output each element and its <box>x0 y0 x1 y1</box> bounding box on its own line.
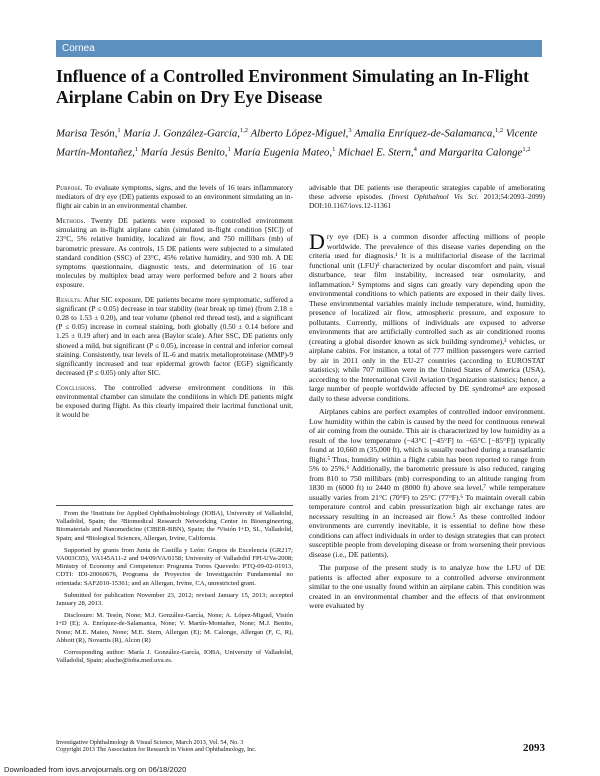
download-note: Downloaded from iovs.arvojournals.org on 06/18/2020 <box>4 765 187 774</box>
body-paragraph-1 <box>309 229 545 403</box>
footnotes <box>56 510 293 669</box>
footnote-submitted: Submitted for publication November 23, 2012; revised January 15, 2013; accepted January 28, 2013. <box>56 591 293 608</box>
abstract-conclusions <box>56 383 293 419</box>
author-affiliation-marker: 4 <box>413 145 417 153</box>
abstract-methods-heading: Methods. <box>56 216 86 226</box>
author-list <box>56 123 546 160</box>
author-name: and Margarita Calonge <box>419 146 523 159</box>
footnote-disclosure: Disclosure: M. Tesón, None; M.J. González-García, None; A. López-Miguel, Visión I+D (E); A. Enríquez-de-Salamanca, None; V. Martín-Montañez, None; M.J. Benito, None; M.E. Mateo, None; M.E. Stern, Allergan (E); M. Calonge, Allergan (F, C, R), Abbott (R), Novartis (R), Alcon (R) <box>56 612 293 644</box>
author-affiliation-marker: 1,2 <box>239 127 249 134</box>
abstract-continuation <box>309 183 545 210</box>
journal-issue-line: Investigative Ophthalmology & Visual Science, March 2013, Vol. 54, No. 3 <box>56 739 244 746</box>
footnote-affiliations: From the ¹Institute for Applied Ophthalmobiology (IOBA), University of Valladolid, Valladolid, Spain; the ²Biomedical Research Networking Center in Bioengineering, Biomaterials and Nanomedicine (CIBER-BBN), Spain; the ³Visión I+D, SL, Valladolid, Spain; and ⁴Biological Sciences, Allergan, Irvine, California. <box>56 510 293 542</box>
abstract-results-text: After SIC exposure, DE patients became more symptomatic, suffered a significant (P ≤ 0.05) decrease in tear stability (tear break up time) (from 2.18 ± 0.28 to 1.53 ± 0.20), and tear volume (phenol red thread test), and a significant (P ≤ 0.05) increase in corneal staining, both globally (0.50 ± 0.14 before and 1.25 ± 0.19 after) and in each area (Baylor scale). After SSC, DE patients only showed a mild, but significant (P ≤ 0.05), increase in central and inferior corneal staining. Consistently, tear levels of IL-6 and matrix metalloproteinase (MMP)-9 significantly increased and tear epidermal growth factor (EGF) significantly decreased (P ≤ 0.05) only after SIC. <box>56 295 293 377</box>
author-name: Michael E. Stern, <box>338 146 414 159</box>
body-paragraph-1-text: ry eye (DE) is a common disorder affecting millions of people worldwide. The prevalence of this disease varies depending on the criteria used for diagnosis.¹ It is a multifactorial disease of the lacrimal functional unit (LFU)² characterized by ocular discomfort and pain, visual disturbance, tear film instability, increased tear osmolarity, and inflammation.² Symptoms and signs can greatly vary depending upon the environmental conditions to which patients are exposed in their daily lives. These environmental variables mainly include temperature, wind, humidity, presence of localized air flow, atmospheric pressure, and exposure to pollutants. Currently, millions of individuals are exposed to adverse environments that are artificially controlled such as air conditioned rooms (creating a global disorder known as sick building syndrome),³ vehicles, or airplane cabins. For instance, a total of 777 million passengers were carried by air in 2011 only in the EU-27 countries (according to EUROSTAT statistics); while 707 million were in the United States of America (USA), according to the International Civil Aviation Organization statistics; hence, a large number of people worldwide affected by DE syndrome⁴ are exposed daily to these adverse conditions. <box>309 232 545 403</box>
author-affiliation-marker: 3 <box>348 127 352 134</box>
abstract-conclusions-text: The controlled adverse environment conditions in this environmental chamber can simulate the conditions in which DE patients might be exposed during flight. As this clearly impaired their lacrimal functional unit, it would be <box>56 382 293 420</box>
author-name: María Eugenia Mateo, <box>233 146 333 159</box>
copyright-line: Copyright 2013 The Association for Research in Vision and Ophthalmology, Inc. <box>56 746 257 754</box>
journal-footer <box>56 739 416 754</box>
body-paragraph-3: The purpose of the present study is to analyze how the LFU of DE patients is affected after exposure to a controlled adverse environment similar to the one usually found within an airplane cabin. This condition was created in an environmental chamber and the effects of that environment were evaluated by <box>309 563 545 610</box>
abstract-purpose-heading: Purpose. <box>56 183 83 192</box>
drop-cap: D <box>309 229 325 254</box>
author-affiliation-marker: 1 <box>134 145 139 153</box>
article-title: Influence of a Controlled Environment Simulating an In-Flight Airplane Cabin on Dry Eye Disease <box>56 66 529 107</box>
citation-details: 2013;54:2093–2099) DOI:10.1167/iovs.12-11361 <box>309 192 545 211</box>
author-name: María J. González-García, <box>123 127 240 140</box>
section-label: Cornea <box>56 40 542 57</box>
abstract-results-heading: Results. <box>56 295 83 305</box>
author-affiliation-marker: 1 <box>117 127 121 134</box>
abstract-left-column <box>56 183 293 425</box>
abstract-purpose-text: To evaluate symptoms, signs, and the levels of 16 tears inflammatory mediators of dry eye (DE) patients exposed to an environment simulating an in-flight air cabin in an environmental chamber. <box>56 183 293 211</box>
footnote-divider <box>56 505 293 506</box>
abstract-continued-text: advisable that DE patients use therapeutic strategies capable of ameliorating these adverse episodes. <box>309 183 545 202</box>
abstract-methods <box>56 216 293 289</box>
author-affiliation-marker: 1 <box>332 145 336 153</box>
page-number: 2093 <box>523 742 545 754</box>
citation-journal: (Invest Ophthalmol Vis Sci. <box>388 192 479 202</box>
author-name: Alberto López-Miguel, <box>250 127 349 140</box>
footnote-support: Supported by grants from Junta de Castilla y León: Grupos de Excelencia (GR217; VA003C05), VA145A11-2 and 04/09/VA/0158; University of Valladolid FPI-UVa-2008; Ministry of Economy and Competence: Programa Torres Quevedo: PTQ-09-02-01913, CDTI: IDI-20060676, Programa de Proyectos de Investigación Fundamental no orientada: SAF2010-15361; and an Allergan, Irvine, CA, unrestricted grant. <box>56 546 293 587</box>
author-name: Marisa Tesón, <box>56 127 118 140</box>
abstract-results <box>56 295 293 377</box>
abstract-purpose <box>56 183 293 210</box>
author-name: Vicente Martín-Montañez, <box>56 127 538 159</box>
footnote-corresponding: Corresponding author: María J. González-García, IOBA, University of Valladolid, Valladolid, Spain; aluche@ioba.med.uva.es. <box>56 649 293 665</box>
author-affiliation-marker: 1,2 <box>495 127 504 134</box>
body-text-column <box>309 229 545 615</box>
abstract-methods-text: Twenty DE patients were exposed to controlled environment simulating an in-flight airplane cabin (simulated in-flight condition [SIC]) of 23°C, 5% relative humidity, localized air flow, and 750 millibars (mb) of barometric pressure. As controls, 15 DE patients were subjected to a simulated standard condition (SSC) of 23°C, 45% relative humidity, and 930 mb. A DE symptoms questionnaire, diagnostic tests, and determination of 16 tear molecules by multiplex bead array were performed before and 2 hours after exposure. <box>56 216 293 289</box>
author-affiliation-marker: 1,2 <box>522 145 531 153</box>
body-paragraph-2: Airplanes cabins are perfect examples of controlled indoor environment. Low humidity within the cabin is caused by the need for continuous renewal of air coming from the outside. This air is characterized by low humidity as a result of the low temperature (−43°C [−45°F] to −65°C [−85°F]) typically found at 10,660 m (35,000 ft), which is usually reached during a transatlantic flight.⁵ Thus, humidity within a flight cabin has been reported to range from 5% to 25%.⁶ Additionally, the barometric pressure is also reduced, ranging from 810 to 750 millibars (mb) corresponding to an altitude ranging from 1830 m (6000 ft) to 2440 m (8000 ft) above sea level,⁷ while temperature usually varies from 21°C (70°F) to 25°C (77°F).⁶ To maintain overall cabin temperature control and cabin pressurization high air exchange rates are necessary resulting in an increased air flow.⁵ As these controlled indoor environments are currently inevitable, it is essential to define how these conditions can affect individuals in order to design strategies that can protect susceptible people from developing disease or from worsening their previous disease (i.e., DE patients). <box>309 407 545 559</box>
author-name: María Jesús Benito, <box>140 146 228 159</box>
abstract-conclusions-heading: Conclusions. <box>56 382 97 392</box>
author-name: Amalia Enríquez-de-Salamanca, <box>354 127 496 140</box>
author-affiliation-marker: 1 <box>227 145 231 153</box>
